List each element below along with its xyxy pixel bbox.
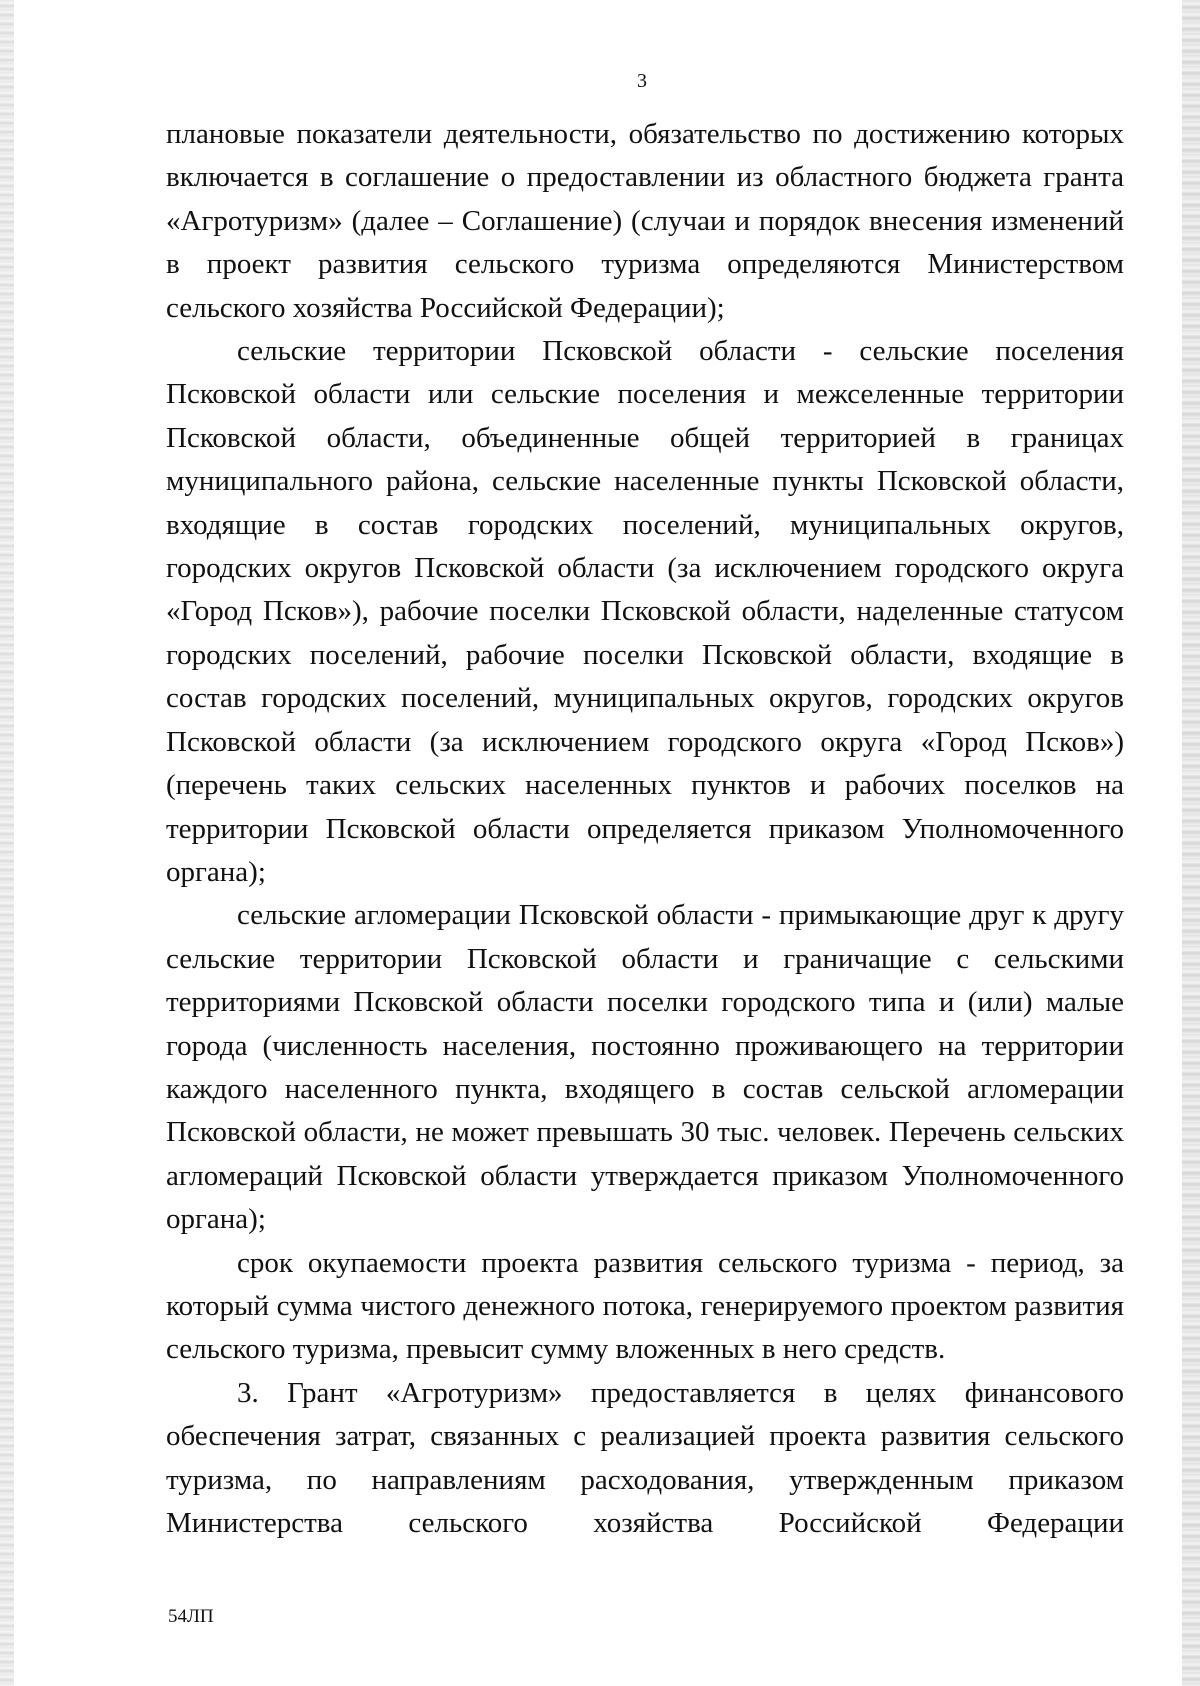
document-body xyxy=(166,113,1124,1545)
paragraph-planned-indicators: плановые показатели деятельности, обязательство по достижению которых включается в соглашение о предоставлении из областного бюджета гранта «Агротуризм» (далее – Соглашение) (случаи и порядок внесения изменений в проект развития сельского туризма определяются Министерством сельского хозяйства Российской Федерации); xyxy=(166,118,1124,324)
paragraph-grant-purpose: 3. Грант «Агротуризм» предоставляется в целях финансового обеспечения затрат, связанных с реализацией проекта развития сельского туризма, по направлениям расходования, утвержденным приказом Министерства сельского хозяйства Российской Федерации xyxy=(166,1376,1124,1539)
page-number: 3 xyxy=(637,70,647,92)
paragraph-rural-territories: сельские территории Псковской области - сельские поселения Псковской области или сельские поселения и межселенные территории Псковской области, объединенные общей территорией в границах муниципального района, сельские населенные пункты Псковской области, входящие в состав городских поселений, муниципальных округов, городских округов Псковской области (за исключением городского округа «Город Псков»), рабочие поселки Псковской области, наделенные статусом городских поселений, рабочие поселки Псковской области, входящие в состав городских поселений, муниципальных округов, городских округов Псковской области (за исключением городского округа «Город Псков») (перечень таких сельских населенных пунктов и рабочих поселков на территории Псковской области определяется приказом Уполномоченного органа); xyxy=(166,335,1124,888)
paragraph-payback-period: срок окупаемости проекта развития сельского туризма - период, за который сумма чистого денежного потока, генерируемого проектом развития сельского туризма, превысит сумму вложенных в него средств. xyxy=(166,1246,1124,1366)
scan-edge-right xyxy=(1182,0,1200,1686)
footer-document-code: 54ЛП xyxy=(168,1606,214,1627)
paragraph-rural-agglomerations: сельские агломерации Псковской области - примыкающие друг к другу сельские территории Псковской области и граничащие с сельскими территориями Псковской области поселки городского типа и (или) малые города (численность населения, постоянно проживающего на территории каждого населенного пункта, входящего в состав сельской агломерации Псковской области, не может превышать 30 тыс. человек. Перечень сельских агломераций Псковской области утверждается приказом Уполномоченного органа); xyxy=(166,899,1124,1236)
scan-edge-left xyxy=(0,0,14,1686)
